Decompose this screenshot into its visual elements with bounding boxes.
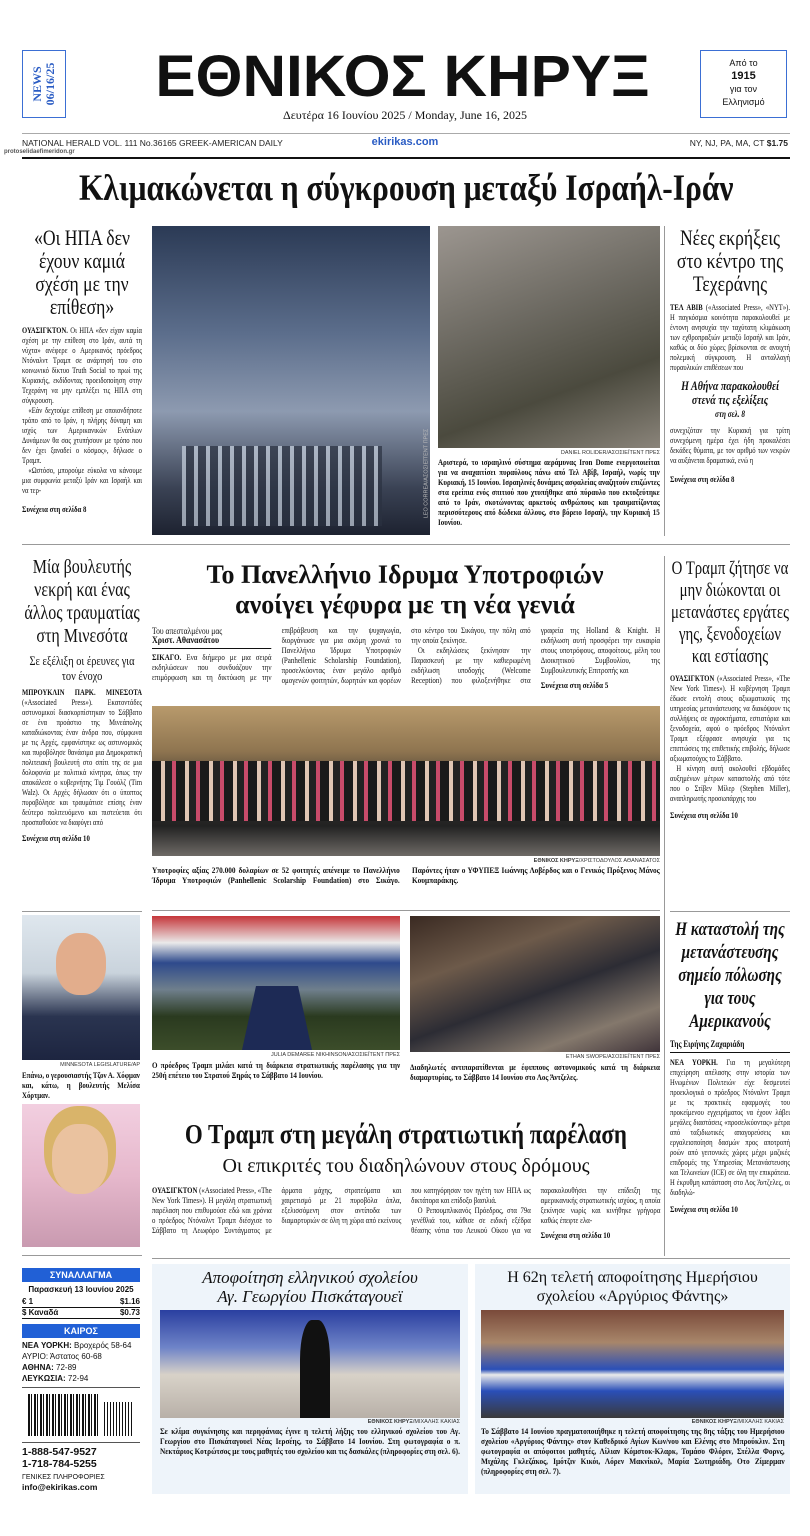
info-label: ΓΕΝΙΚΕΣ ΠΛΗΡΟΦΟΡΙΕΣ <box>22 1474 105 1481</box>
credit-brand: ΕΘΝΙΚΟΣ ΚΗΡΥΞ <box>367 1419 413 1425</box>
photo-caption: Υποτροφίες αξίας 270.000 δολαρίων σε 52 φοιτητές απένειμε το Πανελλήνιο Ίδρυμα Υποτροφιών (Panhellenic Scolarship Foundation) στο Σικάγο. Παρόντες ήταν ο ΥΦΥΠΕΞ Ιωάννης Λοβέρδος και ο Γενικός Πρόξενος Μάνος Κουμπαράκης. <box>152 866 660 885</box>
photo-credit <box>160 1419 460 1426</box>
paragraph: Για τη μεγαλύτερη επιχείρηση απέλασης στην ιστορία των Ηνωμένων Πολιτειών είχε δεσμευτεί προεκλογικά ο πρόεδρος Ντόναλντ Τραμπ με τις πρακτικές εφαρμογές του προκείμενου εγχειρήματος να έχουν λάβει μεγάλες διαστάσεις «προσελκύοντας» μέτρα από ταξιδιωτικές απαγορεύσεις και εργαλειοποίηση δασμών προς αποτροπή ροών από γειτονικές χώρες μέχρι μαζικές επιδρομές της Υπηρεσίας Μετανάστευσης και Τελωνείων (ICE) σε όλη την επικράτεια. Η έκρυθμη κατάσταση στο Λος Άντζελες, οι διαδηλώ- <box>670 1058 790 1197</box>
lead-right-story <box>670 226 790 485</box>
column-divider <box>664 556 665 1256</box>
story-subhead: Η Αθήνα παρακολουθεί στενά τις εξελίξεις <box>681 379 779 407</box>
news-date-badge <box>22 50 66 118</box>
immigrants-story <box>670 558 790 821</box>
headline-line: Αποφοίτηση ελληνικού σχολείου <box>202 1268 418 1287</box>
paragraph: «Ωστόσο, μπορούμε εύκολα να κάνουμε μια συμφωνία μεταξύ Ιράν και Ισραήλ και να τερ- <box>22 466 142 495</box>
headline-line: Το Πανελλήνιο Ιδρυμα Υποτροφιών <box>206 560 604 589</box>
story-headline <box>475 1268 790 1306</box>
dateline: ΜΠΡΟΥΚΛΙΝ ΠΑΡΚ. ΜΙΝΕΣΟΤΑ <box>22 688 142 697</box>
story-body <box>670 1058 790 1198</box>
senator-hoffman-photo <box>22 915 140 1060</box>
states: NY, NJ, PA, MA, CT <box>689 138 765 148</box>
phone-number[interactable]: 1-888-547-9527 <box>22 1446 97 1458</box>
photo-credit <box>481 1419 784 1426</box>
representative-hortman-photo <box>22 1104 140 1247</box>
dateline: ΟΥΑΣΙΓΚΤΟΝ. <box>22 326 68 335</box>
photo-caption: Το Σάββατο 14 Ιουνίου πραγματοποιήθηκε η τελετή αποφοίτησης της 8ης τάξης του Ημερήσιου σχολείου «Αργύριος Φάντης» στον Καθεδρικό Αγίων Κων/νου και Ελένης στο Μπρούκλιν. Στη φωτογραφία οι απόφοιτοι μαθητές, Λίλιαν Κόμστοκ-Κλαρκ, Τομάσο Φλόριν, Στέλλα Φορνς, Μιχάλης Γκλεζάκος, Ιμότζιν Κικόι, Λόρεν Μακνίκολ, Μαρία Σωτηριάδη, Οτο Ζίμερμαν (πληροφορίες στη σελ. 7). <box>481 1427 785 1476</box>
continued-link[interactable]: Συνέχεια στη σελίδα 10 <box>670 810 738 820</box>
credit-name: /ΜΙΧΑΛΗΣ ΚΑΚΙΑΣ <box>736 1419 784 1425</box>
continued-link[interactable]: Συνέχεια στη σελίδα 5 <box>540 680 609 690</box>
photo-credit: DANIEL ROLIDER/ΑΣΟΣΙΕΪΤΕΝΤ ΠΡΕΣ <box>560 450 660 456</box>
watermark: protoselidaefimeridon.gr <box>4 149 75 155</box>
section-rule <box>152 910 660 911</box>
headline-line: ανοίγει γέφυρα με τη νέα γενιά <box>235 590 575 619</box>
price-info <box>690 138 788 148</box>
parade-speech-photo <box>152 916 400 1050</box>
paragraph: Ενα διήμερο με μια σειρά εκδηλώσεων που συνδυάζουν την επιμόρφωση και τη δικτύωση με την επιβράβευση και την ψυχαγωγία, διοργάνωσε για μια ακόμη χρονιά το Πανελλήνιο Ίδρυμα Υποτροφιών (Panhellenic Scholarship Foundation), προσελκύοντας έναν μεγάλο αριθμό ομογενών φοιτητών, δωρητών και φορέων στο κέντρο του Σικάγου, την πόλη από την οποία ξεκίνησε. <box>152 626 531 685</box>
parade-headline: Ο Τραμπ στη μεγάλη στρατιωτική παρέλαση <box>184 1119 627 1149</box>
story-headline: Ο Τραμπ ζήτησε να μην διώκονται οι μετανάστες εργάτες γης, ξενοδοχείων και εστίασης <box>671 559 789 667</box>
rule <box>670 911 790 912</box>
city: ΛΕΥΚΩΣΙΑ: <box>22 1374 66 1383</box>
weather-title: ΚΑΙΡΟΣ <box>22 1324 140 1338</box>
byline: Της Ειρήνης Ζαχαριάδη <box>670 1039 790 1053</box>
crackdown-story <box>670 918 790 1215</box>
rubble-rescue-photo <box>438 226 660 448</box>
continued-link[interactable]: Συνέχεια στη σελίδα 10 <box>670 1204 738 1214</box>
story-headline <box>152 1268 468 1306</box>
masthead-title: ΕΘΝΙΚΟΣ ΚΗΡΥΞ <box>155 44 650 109</box>
photo-credit <box>152 858 660 865</box>
credit-name: /ΧΡΙΣΤΟΔΟΥΛΟΣ ΑΘΑΝΑΣΑΤΟΣ <box>578 858 660 864</box>
volume-info: NATIONAL HERALD VOL. 111 No.36165 GREEK-AMERICAN DAILY <box>22 138 283 148</box>
paragraph: («Associated Press», «The New York Times»). Η κυβέρνηση Τραμπ έδωσε εντολή στους αξιωματικούς της υπηρεσίας μετανάστευσης να διακόψουν τις συλλήψεις σε αγροκτήματα, εστιατόρια και ξενοδοχεία, αφού ο πρόεδρος Ντόναλντ Τραμπ εξέφρασε ανησυχία για τις επιπτώσεις της επιθετικής επιβολής, δήλωσε αξιωματούχος το Σάββατο. <box>670 674 790 763</box>
sidebar-widget <box>22 1268 140 1493</box>
exchange-title: ΣΥΝΑΛΛΑΓΜΑ <box>22 1268 140 1282</box>
dateline: ΝΕΑ ΥΟΡΚΗ. <box>670 1058 718 1067</box>
dateline: ΣΙΚΑΓΟ. <box>152 653 182 662</box>
email-link[interactable]: info@ekirikas.com <box>22 1482 98 1492</box>
scholarship-group-photo <box>152 706 660 856</box>
rate-label: € 1 <box>22 1297 34 1306</box>
story-headline: Νέες εκρήξεις στο κέντρο της Τεχεράνης <box>676 225 784 296</box>
credit-brand: ΕΘΝΙΚΟΣ ΚΗΡΥΞ <box>533 858 579 864</box>
story-body <box>670 303 790 373</box>
website-link[interactable]: ekirikas.com <box>371 136 439 148</box>
forecast: 72-94 <box>67 1374 89 1383</box>
forecast: ΑΥΡΙΟ: Άστατος 60-68 <box>22 1352 102 1361</box>
weather-list <box>22 1340 140 1388</box>
paragraph: Οι ΗΠΑ «δεν είχαν καμία σχέση με την επίθεση στο Ιράν, αυτά τη νύχτα» ανέφερε ο Αμερικανός πρόεδρος Ντόναλντ Τραμπ σε ανάρτησή του στο κοινωνικό δίκτυο Truth Social το πρωί της Κυριακής, εκδίδοντας προειδοποίηση στην Τεχεράνη να μην εμπλέξει τις ΗΠΑ στη σύγκρουση. <box>22 326 142 405</box>
headline-line: σχολείου «Αργύριος Φάντης» <box>536 1288 729 1305</box>
continued-link[interactable]: Συνέχεια στη σελίδα 10 <box>540 1230 611 1240</box>
minnesota-story <box>22 556 142 844</box>
scholarship-headline <box>150 560 660 620</box>
subhead-page-ref: στη σελ. 8 <box>714 409 746 419</box>
photo-caption: Επάνω, ο γερουσιαστής Τζον Α. Χόφμαν και, κάτω, η βουλευτής Μελίσα Χόρτμαν. <box>22 1071 140 1100</box>
paragraph: («Associated Press», «NYT»). Η παγκόσμια κοινότητα παρακολουθεί με έντονη ανησυχία την ταχύτατη κλιμάκωση των εχθροπραξιών μεταξύ Ισραήλ και Ιράν, καθώς οι δύο χώρες βρίσκονται σε ανοιχτή πολεμική σύγκρουση. Η ανταλλαγή πυραυλικών επιθέσεων που <box>670 303 791 372</box>
story-body <box>670 674 790 804</box>
story-headline: «Οι ΗΠΑ δεν έχουν καμιά σχέση με την επίθεση» <box>34 225 130 319</box>
weather-row <box>22 1351 140 1362</box>
weather-row <box>22 1373 140 1384</box>
exchange-rate-row <box>22 1297 140 1308</box>
dateline: ΟΥΑΣΙΓΚΤΟΝ <box>670 674 715 683</box>
paragraph: συνεχιζόταν την Κυριακή για τρίτη συνεχόμενη ημέρα έχει ήδη προκαλέσει δεκάδες θύματα, με τον αριθμό των νεκρών να αυξάνεται δραματικά, ενώ η <box>670 426 790 465</box>
rate-value: $1.16 <box>119 1297 140 1306</box>
story-body <box>22 688 142 828</box>
iron-dome-photo <box>152 226 430 535</box>
paragraph: («Associated Press», «The New York Times»). Η μεγάλη στρατιωτική παρέλαση που επιθυμούσε εδώ και χρόνια ο πρόεδρος Ντόναλντ Τραμπ διέσχισε το Σάββατο τη Λεωφόρο Συντάγματος με άρματα μάχης, στρατεύματα και χαιρετισμό με 21 πυροβόλα όπλα, εξελισσόμενη στον αντίποδα των διαμαρτυριών σε όλη τη χώρα από εκείνους που κατηγόρησαν τον ηγέτη των ΗΠΑ ως δικτάτορα και επίδοξο βασιλιά. <box>152 1186 531 1235</box>
phone-number[interactable]: 1-718-784-5255 <box>22 1458 97 1470</box>
rate-label: $ Καναδά <box>22 1308 59 1317</box>
contact-info <box>22 1442 140 1493</box>
forecast: Βροχερός 58-64 <box>74 1341 132 1350</box>
lead-left-story <box>22 226 142 515</box>
exchange-rate-row <box>22 1308 140 1319</box>
forecast: 72-89 <box>56 1363 77 1372</box>
photo-credit: JULIA DEMAREE NIKHINSON/ΑΣΟΣΙΕΪΤΕΝΤ ΠΡΕΣ <box>271 1052 400 1058</box>
story-body <box>22 326 142 496</box>
city: ΑΘΗΝΑ: <box>22 1363 54 1372</box>
city: ΝΕΑ ΥΟΡΚΗ: <box>22 1341 72 1350</box>
photo-caption: Ο πρόεδρος Τραμπ μιλάει κατά τη διάρκεια στρατιωτικής παρέλασης για την 250ή επέτειο του Στρατού Ξηράς το Σάββατο 14 Ιουνίου. <box>152 1061 401 1080</box>
continued-link[interactable]: Συνέχεια στη σελίδα 8 <box>670 474 735 484</box>
since-1915-box <box>700 50 787 118</box>
story-headline: Η καταστολή της μετανάστευσης σημείο πόλωσης για τους Αμερικανούς <box>675 919 785 1032</box>
photo-credit: LEO CORREA/ΑΣΟΣΙΕΪΤΕΝΤ ΠΡΕΣ <box>423 428 430 519</box>
byline-name: Χριστ. Αθανασάτου <box>152 636 271 649</box>
masthead-date: Δευτέρα 16 Ιουνίου 2025 / Monday, June 16, 2025 <box>283 108 527 122</box>
lead-headline: Κλιμακώνεται η σύγκρουση μεταξύ Ισραήλ-Ιράν <box>78 168 734 209</box>
parade-body <box>152 1186 660 1241</box>
dateline: ΟΥΑΣΙΓΚΤΟΝ <box>152 1186 198 1195</box>
photo-credit: MINNESOTA LEGISLATURE/AP <box>60 1062 140 1068</box>
scholarship-body <box>152 626 660 691</box>
photo-credit: ETHAN SWOPE/ΑΣΟΣΙΕΪΤΕΝΤ ΠΡΕΣ <box>565 1054 660 1060</box>
piscataway-graduation-photo <box>160 1310 460 1418</box>
story-subhead: Σε εξέλιξη οι έρευνες για τον ένοχο <box>29 653 135 683</box>
weather-row <box>22 1340 140 1351</box>
since-line: Ελληνισμό <box>722 97 765 107</box>
photo-caption: Αριστερά, το ισραηλινό σύστημα αεράμυνας Iron Dome ενεργοποιείται για να αναχαιτίσει πυραύλους πάνω από Τελ Αβίβ, Ισραήλ, νωρίς την Κυριακή, 15 Ιουνίου. Ισραηλινές δυνάμεις ασφαλείας αναζητούν επιζώντες στα ερείπια ενός σπιτιού που χτυπήθηκε από πύραυλο που εκτοξεύτηκε από το Ιράν, σκοτώνοντας αρκετούς ανθρώπους και τραυματίζοντας περισσότερους από δώδεκα άλλους, στο βόρειο Ισραήλ, την Κυριακή 15 Ιουνίου. <box>438 458 660 527</box>
since-year: 1915 <box>731 70 756 82</box>
continued-link[interactable]: Συνέχεια στη σελίδα 10 <box>22 833 90 843</box>
dateline: ΤΕΛ ΑΒΙΒ <box>670 303 703 312</box>
masthead-bottom-rule <box>22 157 790 159</box>
barcode <box>28 1394 140 1436</box>
byline-intro: Του απεσταλμένου μας <box>152 626 223 636</box>
graduation-piscataway-box <box>152 1264 468 1494</box>
fantis-graduation-photo <box>481 1310 784 1418</box>
paragraph: «Εάν δεχτούμε επίθεση με οποιονδήποτε τρόπο από το Ιράν, η πλήρης δύναμη και ισχύς των Αμερικανικών Ενόπλων Δυνάμεων θα σας χτυπήσουν με τρόπο που δεν έχει ξαναδεί ο κόσμος», δήλωσε ο Τραμπ. <box>22 406 142 465</box>
rate-value: $0.73 <box>119 1308 140 1317</box>
rule <box>22 1255 142 1256</box>
paragraph: Η κίνηση αυτή ακολουθεί εβδομάδες αυξημένων μέτρων καταστολής από τότε που ο Στίβεν Μίλερ (Stephen Miller), αναπληρωτής προσωπάρχης του <box>670 764 790 803</box>
credit-brand: ΕΘΝΙΚΟΣ ΚΗΡΥΞ <box>691 1419 737 1425</box>
exchange-date: Παρασκευή 13 Ιουνίου 2025 <box>28 1285 134 1294</box>
news-date-text: NEWS 06/16/25 <box>30 62 57 106</box>
parade-subhead: Οι επικριτές του διαδηλώνουν στους δρόμους <box>222 1155 590 1177</box>
headline-line: Η 62η τελετή αποφοίτησης Ημερήσιου <box>507 1269 758 1286</box>
headline-line: Αγ. Γεωργίου Πισκάταγουεϊ <box>217 1287 403 1306</box>
protest-photo <box>410 916 660 1052</box>
paragraph: Οι εκδηλώσεις ξεκίνησαν την Παρασκευή με την καθιερωμένη εκδήλωση υποδοχής (Welcome Reception) που φιλοξενήθηκε στα γραφεία της Holland & Knight. Η εκδήλωση αυτή προσφέρει την ευκαιρία στους υποτρόφους, αποφοίτους, μέλη του Διοικητικού Συμβουλίου, της Συμβουλευτικής Επιτροπής και <box>411 626 661 685</box>
since-line: Από το <box>729 58 758 68</box>
price: $1.75 <box>766 138 788 148</box>
photo-caption: Σε κλίμα συγκίνησης και περηφάνιας έγινε η τελετή λήξης του ελληνικού σχολείου του Αγ. Γεωργίου στο Πισκάταγουεϊ Νέας Ιερσέης, το Σάββατο 14 Ιουνίου. Στη φωτογραφία ο π. Νεκτάριος Κοτρώτσος με τους μαθητές του σχολείου και τις δασκάλες (πληροφορίες στη σελ. 6). <box>160 1427 461 1456</box>
weather-row <box>22 1362 140 1373</box>
section-rule <box>22 544 790 545</box>
rule <box>22 911 142 912</box>
paragraph: Ο Ρεπουμπλικανός Πρόεδρος, στα 79α γενέθλιά του, κάθισε σε ειδική εξέδρα θέασης νότια του Λευκού Οίκου για να παρακολουθήσει την επίδειξη της αμερικανικής στρατιωτικής ισχύος, η οποία ξεκίνησε νωρίς και κινήθηκε γρήγορα καθώς έπεφτε ελα- <box>411 1186 661 1235</box>
since-line: για τον <box>729 84 758 94</box>
paragraph: («Associated Press»). Εκατοντάδες αστυνομικοί διασκορπίστηκαν το Σάββατο σε ένα προάστιο της Μινεάπολης καταδιώκοντας έναν άνδρα που, σύμφωνα με τις Αρχές, εμφανίστηκε ως αστυνομικός και πυροβόλησε θανάσιμα μια Δημοκρατική πολιτειακή βουλευτή στο σπίτι της σε μια δολοφονία με πολιτικά κίνητρα, όπως την αποκάλεσε ο κυβερνήτης Τιμ Γουόλζ (Tim Walz). Οι Αρχές δήλωσαν ότι ο ύποπτος πυροβόλησε και τραυμάτισε επίσης έναν δεύτερο πολιτευόμενο και πιστεύεται ότι προσπαθούσε να διαφύγει από <box>22 698 142 827</box>
masthead-rule <box>22 133 790 134</box>
continued-link[interactable]: Συνέχεια στη σελίδα 8 <box>22 504 87 514</box>
credit-name: /ΜΙΧΑΛΗΣ ΚΑΚΙΑΣ <box>412 1419 460 1425</box>
column-divider <box>664 226 665 536</box>
section-rule <box>152 1258 790 1259</box>
graduation-fantis-box <box>475 1264 790 1494</box>
photo-caption: Διαδηλωτές αντιπαρατίθενται με έφιππους αστυνομικούς κατά τη διάρκεια διαμαρτυρίας, το Σάββατο 14 Ιουνίου στο Λος Άντζελες. <box>410 1063 660 1082</box>
story-headline: Μία βουλευτής νεκρή και ένας άλλος τραυματίας στη Μινεσότα <box>24 556 140 647</box>
